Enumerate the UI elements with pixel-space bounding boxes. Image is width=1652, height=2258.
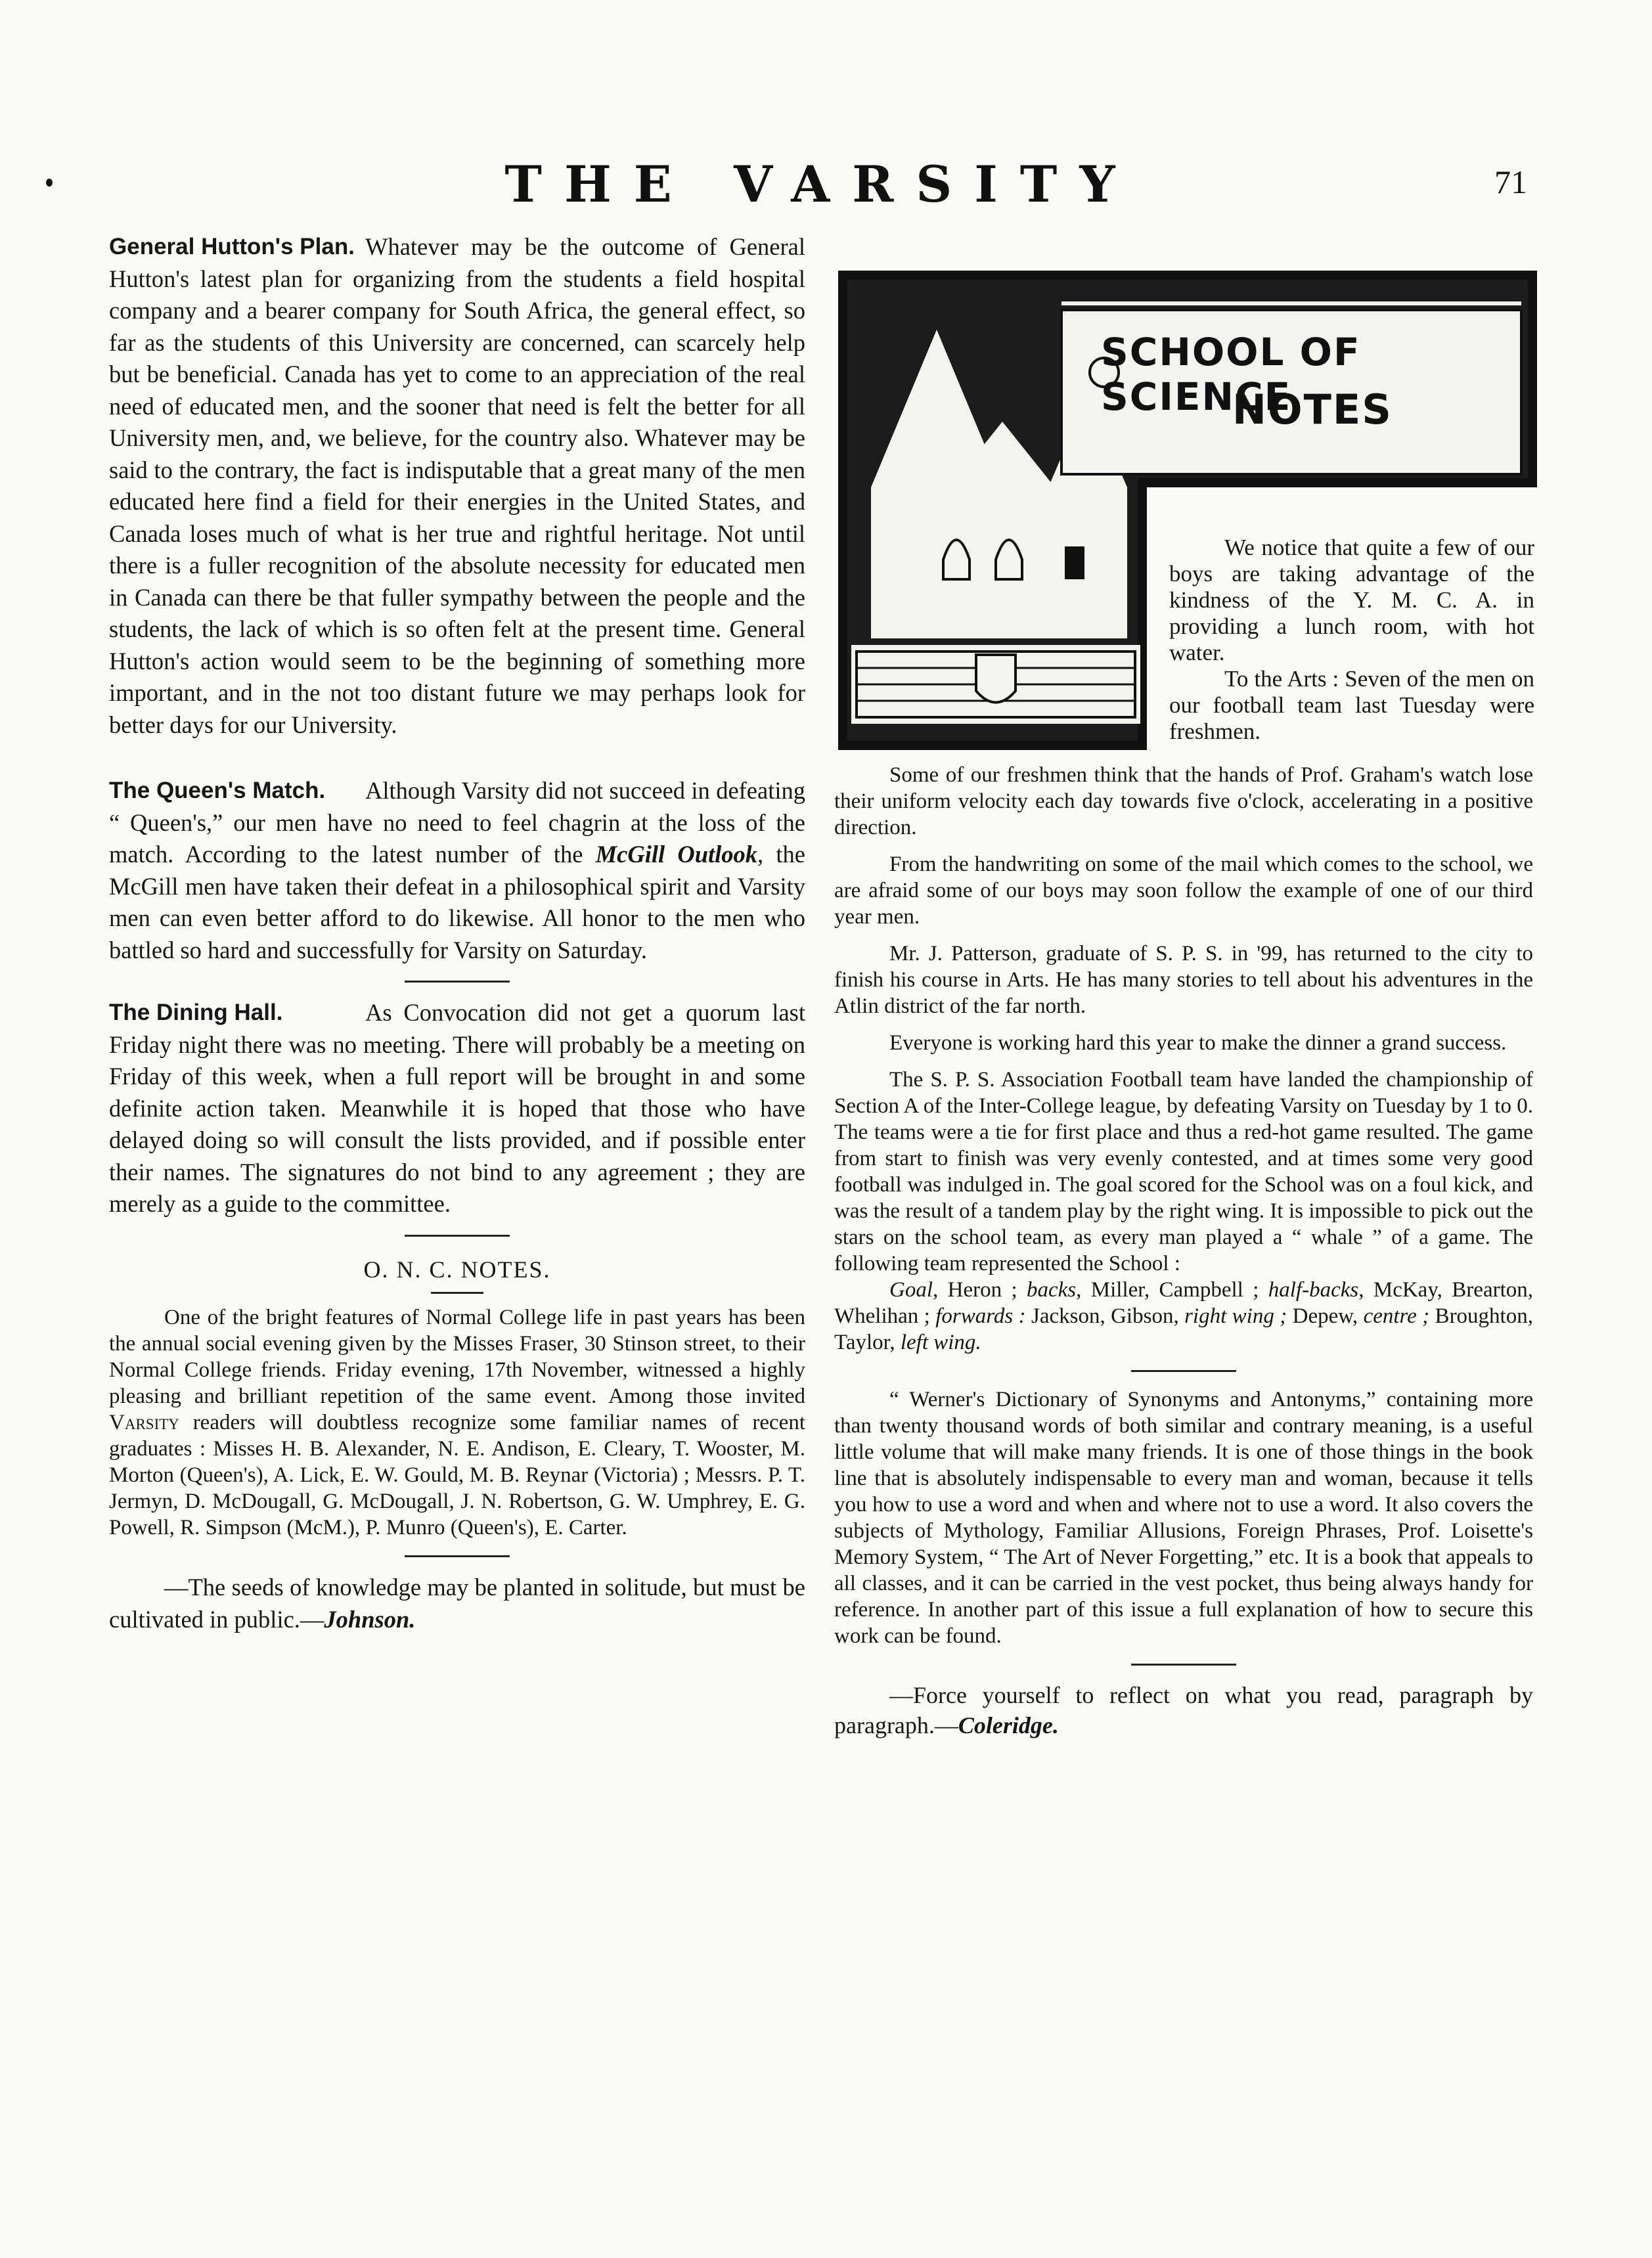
divider — [431, 1292, 483, 1294]
banner-line-1: SCHOOL OF SCIENCE — [1101, 330, 1361, 419]
werner-note: “ Werner's Dictionary of Synonyms and Antonyms,” containing more than twenty thousand words of both similar and contrary meaning, is a useful little volume that will make many friends. It is one of those things in the book line that is absolutely indispensable to every man and woman, because it tells you how to use a word and when and where not to use a word. It also covers the subjects of Mythology, Familiar Allusions, Foreign Phrases, Prof. Loisette's Memory System, “ The Art of Never Forgetting,” etc. It is a book that appeals to all classes, and it can be carried in the vest pocket, thus being always handy for reference. In another part of this issue a full explanation of how to secure this work can be found. — [834, 1388, 1533, 1648]
onc-heading: O. N. C. NOTES. — [363, 1256, 551, 1283]
illustration-side-notes — [1169, 535, 1534, 745]
sidehead-queens: The Queen's Match. — [109, 778, 326, 803]
sidehead-hutton: General Hutton's Plan. — [109, 234, 355, 259]
left-column — [109, 231, 805, 1635]
patterson-note: Mr. J. Patterson, graduate of S. P. S. in '99, has returned to the city to finish his course in Arts. He has many stories to tell about his adventures in the Atlin district of the far north. — [834, 942, 1533, 1018]
team-player-names: , Heron ; — [933, 1278, 1027, 1302]
team-player-names: Broughton, Taylor, — [834, 1304, 1533, 1354]
article-queens-text-b: , the McGill men have taken their defeat in a philosophical spirit and Varsity men can even better afford to do likewise. All honor to the men who battled so hard and successfully for Varsity on Saturday. — [109, 841, 805, 963]
onc-paragraph: One of the bright features of Normal College life in past years has been the annual social evening given by the Misses Fraser, 30 Stinson street, to their Normal College friends. Friday evening, 17th November, witnessed a highly pleasing and brilliant repetition of the same event. Among those invited Varsity readers will doubtless recognize some familiar names of recent graduates : Misses H. B. Alexander, N. E. Andison, E. Cleary, T. Wooster, M. Morton (Queen's), A. Lick, E. W. Gould, M. B. Reynar (Victoria) ; Messrs. P. T. Jermyn, D. McDougall, G. McDougall, J. N. Robertson, G. W. Umphrey, E. G. Powell, R. Simpson (McM.), P. Munro (Queen's), E. Carter. — [109, 1306, 805, 1539]
article-dining-text: As Convocation did not get a quorum last Friday night there was no meeting. There will probably be a meeting on Friday of this week, when a full report will be brought in and some definite action taken. Meanwhile it is hoped that those who have delayed doing so will consult the lists provided, and if possible enter their names. The signatures do not bind to any agreement ; they are merely as a guide to the committee. — [109, 999, 805, 1217]
article-hutton-text: Whatever may be the outcome of General Hutton's latest plan for organizing from the students a field hospital company and a bearer company for South Africa, the general effect, so far as the students of this University are concerned, can scarcely help but be beneficial. Canada has yet to come to an appreciation of the real need of educated men, and the sooner that need is felt the better for all University men, and, we believe, for the country also. Whatever may be said to the contrary, the fact is indisputable that a great many of the men educated here find a field for their energies in the United States, and Canada loses much of what is her true and rightful heritage. Not until there is a fuller recognition of the absolute necessity for educated men in Canada can there be that fuller sympathy between the people and the students, the lack of which is so often felt at the present time. General Hutton's action would seem to be the beginning of something more important, and in the not too distant future we may perhaps look for better days for our University. — [109, 233, 805, 738]
right-column — [834, 762, 1533, 1740]
article-queens — [109, 775, 805, 966]
team-position-label: backs — [1027, 1278, 1077, 1302]
team-player-names: , Miller, Campbell ; — [1076, 1278, 1268, 1302]
divider — [1131, 1370, 1236, 1372]
varsity-smallcaps: Varsity — [109, 1411, 179, 1434]
masthead: THE VARSITY — [504, 155, 1138, 213]
team-position-label: centre ; — [1363, 1304, 1430, 1328]
banner-line-2: NOTES — [1232, 386, 1393, 433]
sidehead-dining: The Dining Hall. — [109, 1000, 283, 1025]
quote-author: Coleridge. — [958, 1712, 1059, 1738]
team-position-label: left wing. — [900, 1331, 981, 1354]
divider — [405, 1235, 510, 1237]
article-queens-text-a: Although Varsity did not succeed in defeating “ Queen's,” our men have no need to feel chagrin at the loss of the match. According to the latest number of the — [109, 777, 805, 868]
quote-author: Johnson. — [324, 1605, 416, 1633]
handwriting-note: From the handwriting on some of the mail which comes to the school, we are afraid some of our boys may soon follow the example of one of our third year men. — [834, 852, 1533, 929]
margin-mark — [46, 179, 53, 187]
divider — [405, 1555, 510, 1557]
mcgill-outlook-title: McGill Outlook — [595, 841, 758, 868]
team-position-label: right wing ; — [1184, 1304, 1287, 1328]
team-player-names: Depew, — [1287, 1304, 1364, 1328]
team-player-names: , McKay, Brearton, Whelihan ; — [834, 1278, 1533, 1328]
football-note: The S. P. S. Association Football team have landed the championship of Section A of the Inter-College league, by defeating Varsity on Tuesday by 1 to 0. The teams were a tie for first place and thus a red-hot game resulted. The game from start to finish was very evenly contested, and at times some very good football was indulged in. The goal scored for the School was on a foul kick, and was the result of a tandem play by the right wing. It is impossible to pick out the stars on the school team, as every man played a “ whale ” of a game. The following team represented the School : — [834, 1068, 1533, 1275]
johnson-quote: —The seeds of knowledge may be planted in solitude, but must be cultivated in public.—Johnson. — [109, 1574, 805, 1633]
article-hutton — [109, 231, 805, 741]
team-position-label: half-backs — [1268, 1278, 1359, 1302]
divider — [1131, 1664, 1236, 1666]
dinner-note: Everyone is working hard this year to make the dinner a grand success. — [889, 1031, 1507, 1055]
arts-note: To the Arts : Seven of the men on our football team last Tuesday were freshmen. — [1169, 666, 1534, 744]
team-position-label: forwards : — [935, 1304, 1026, 1328]
team-position-label: Goal — [889, 1278, 933, 1302]
team-player-names: Jackson, Gibson, — [1025, 1304, 1185, 1328]
ymca-note: We notice that quite a few of our boys are taking advantage of the kindness of the Y. M. C. A. in providing a lunch room, with hot water. — [1169, 535, 1534, 665]
freshmen-note: Some of our freshmen think that the hands of Prof. Graham's watch lose their uniform velocity each day towards five o'clock, accelerating in a positive direction. — [834, 763, 1533, 839]
coleridge-quote: —Force yourself to reflect on what you read, paragraph by paragraph.—Coleridge. — [834, 1682, 1533, 1738]
team-lineup — [834, 1277, 1533, 1356]
divider — [405, 981, 510, 983]
article-dining — [109, 997, 805, 1220]
page-number: 71 — [1494, 164, 1527, 200]
